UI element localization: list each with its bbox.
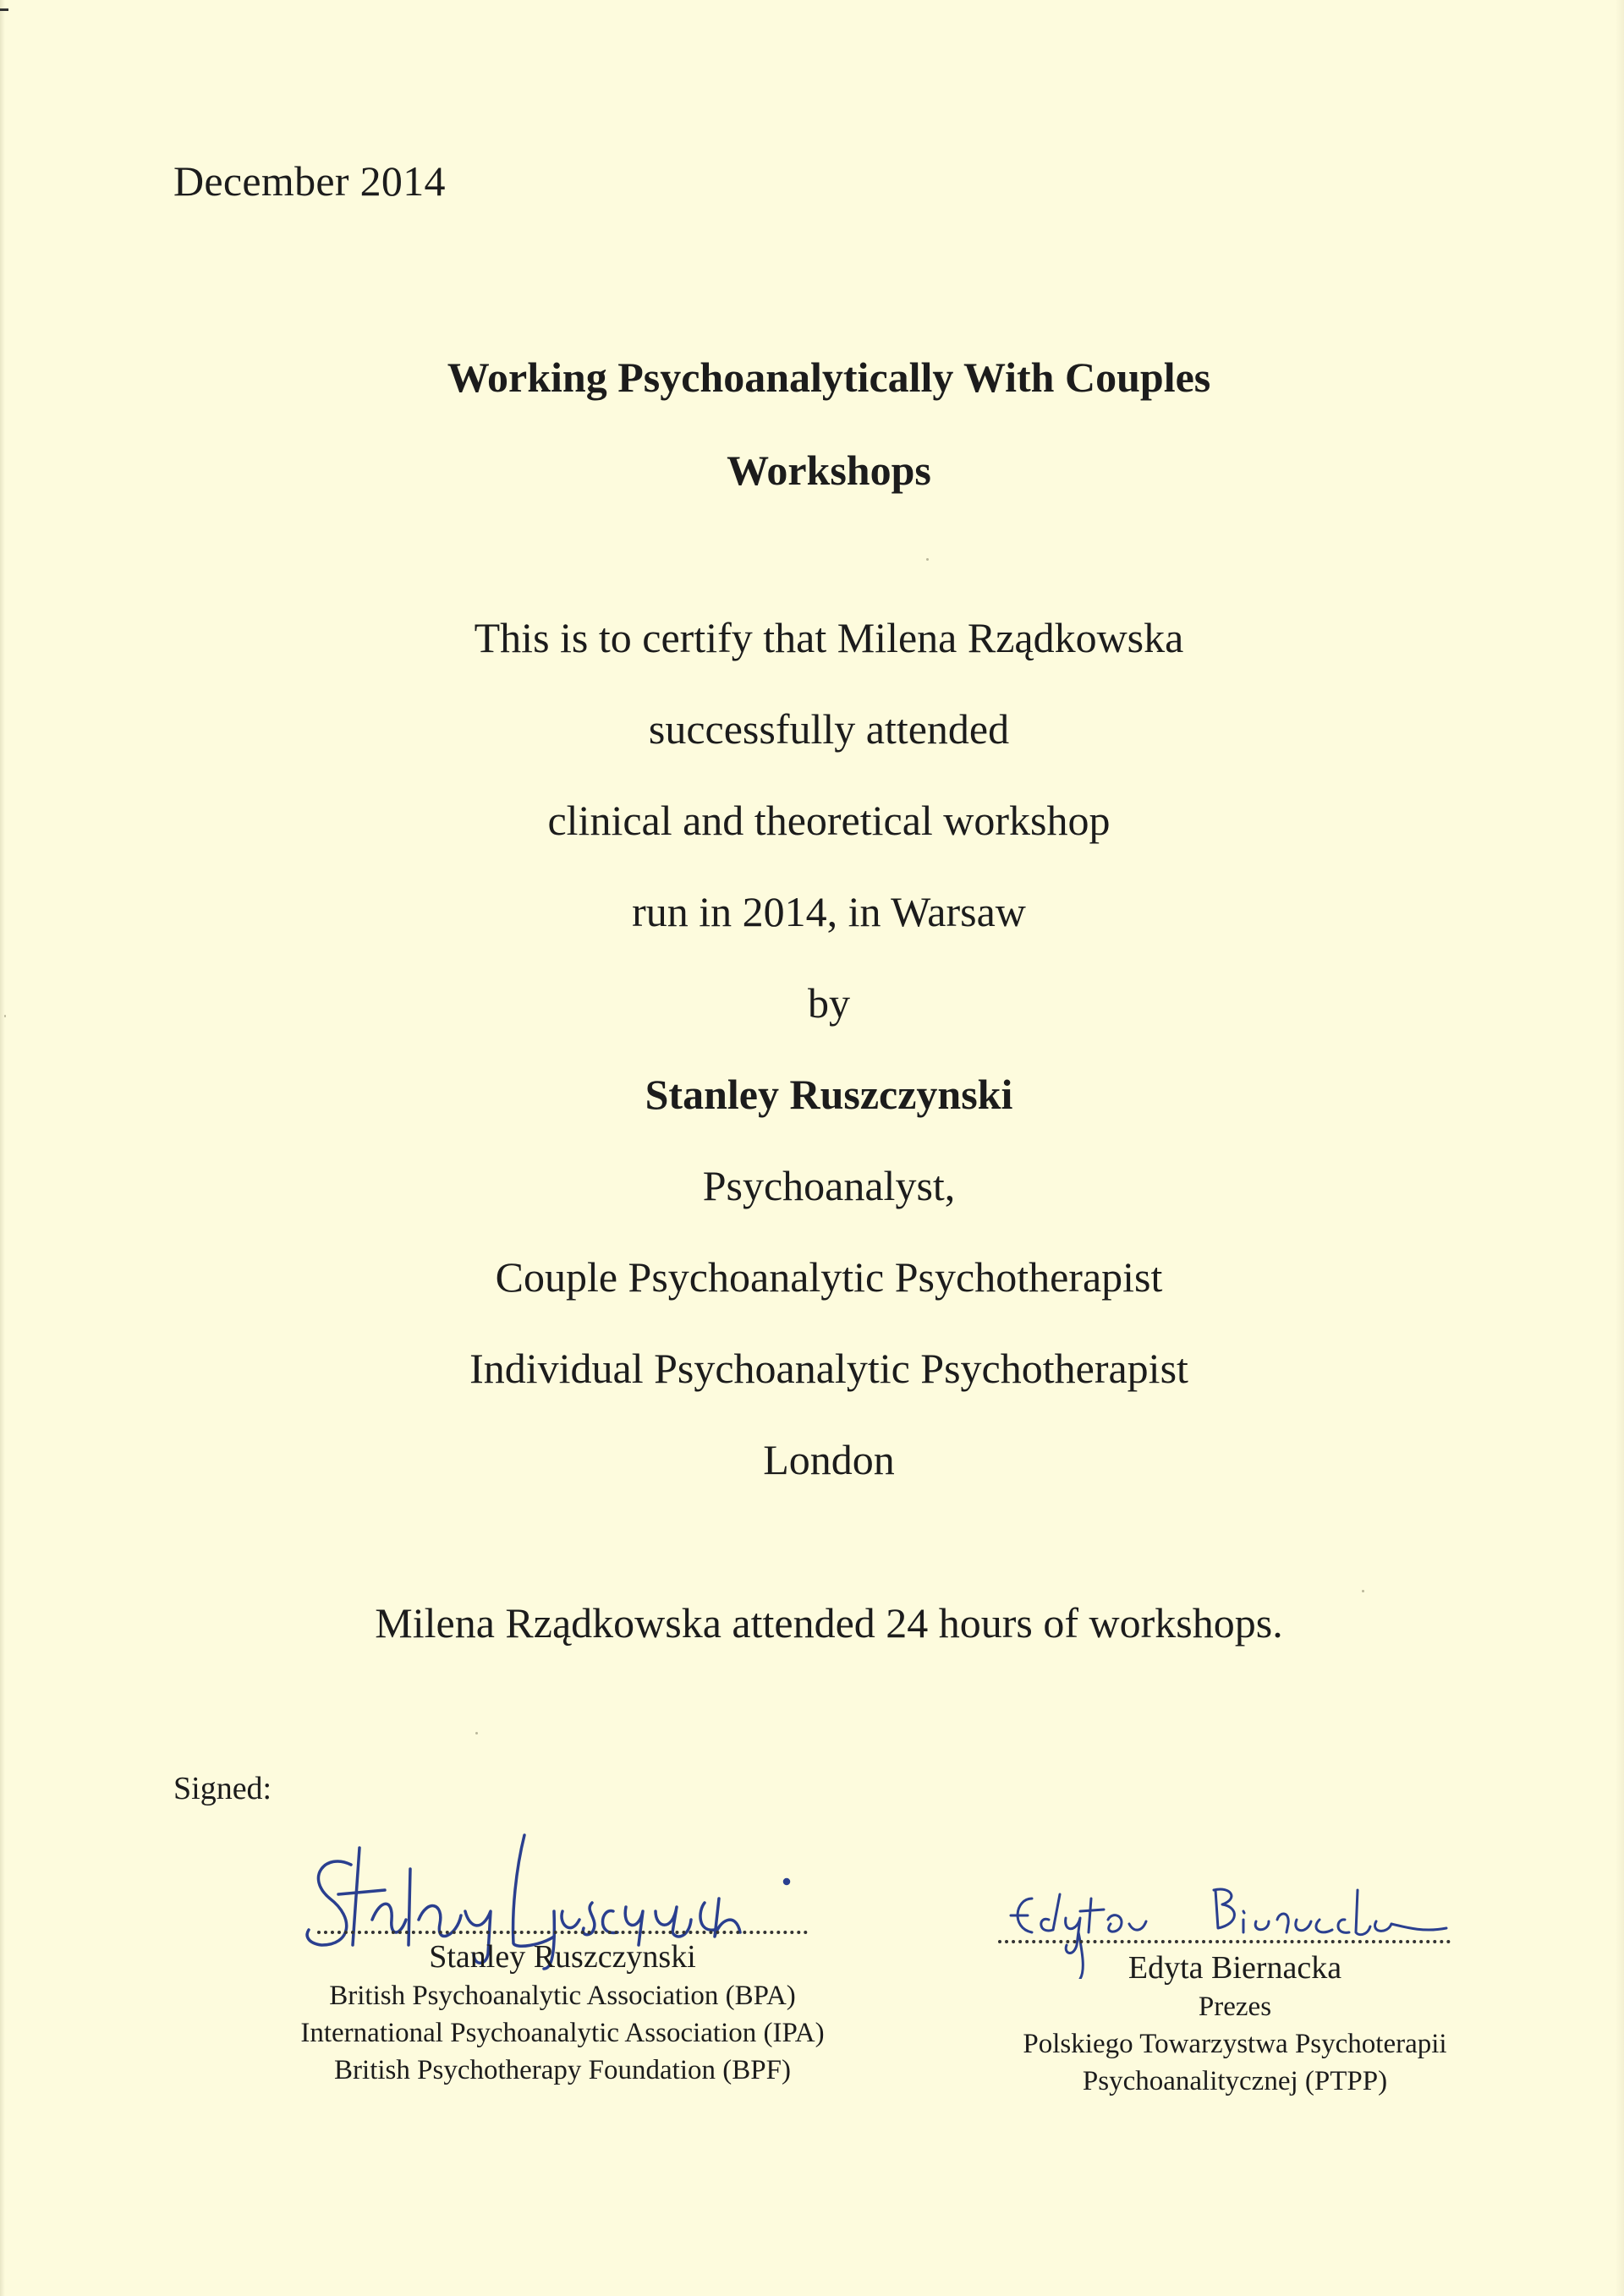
workshop-line: clinical and theoretical workshop (547, 797, 1111, 844)
certificate-subtitle: Workshops (727, 447, 931, 494)
signature-line-left (317, 1931, 808, 1934)
signature-line-right (998, 1940, 1451, 1943)
presenter-credential: Individual Psychoanalytic Psychotherapist (469, 1345, 1188, 1392)
by-line: by (808, 979, 850, 1027)
signatory-affiliation: British Psychoanalytic Association (BPA) (329, 1981, 796, 2011)
presenter-name: Stanley Ruszczynski (645, 1071, 1013, 1118)
certificate-title: Working Psychoanalytically With Couples (447, 353, 1211, 401)
presenter-credential: Psychoanalyst, (702, 1162, 956, 1209)
presenter-city: London (763, 1436, 895, 1483)
signatory-affiliation: International Psychoanalytic Association (IPA) (300, 2018, 825, 2048)
scan-edge-left (0, 0, 5, 2296)
paper-speck (1362, 1590, 1364, 1592)
attendance-statement: Milena Rządkowska attended 24 hours of workshops. (375, 1599, 1283, 1647)
signatory-title: Prezes (1198, 1992, 1272, 2022)
signatory-affiliation: British Psychotherapy Foundation (BPF) (334, 2055, 791, 2085)
location-line: run in 2014, in Warsaw (632, 888, 1026, 935)
paper-speck (4, 1015, 6, 1017)
scan-edge-right (1616, 0, 1624, 2296)
scan-mark (0, 8, 8, 11)
paper-speck (926, 558, 929, 561)
signatory-affiliation: Psychoanalitycznej (PTPP) (1082, 2066, 1388, 2096)
signatory-name: Stanley Ruszczynski (429, 1939, 696, 1975)
signatory-block-biernacka (964, 1948, 1506, 2100)
signatory-affiliation: Polskiego Towarzystwa Psychoterapii (1023, 2029, 1447, 2059)
presenter-credential: Couple Psychoanalytic Psychotherapist (495, 1253, 1163, 1301)
signatory-block-ruszczynski (241, 1937, 884, 2089)
certificate-date: December 2014 (173, 157, 446, 205)
attended-line: successfully attended (648, 705, 1010, 753)
certify-line: This is to certify that Milena Rządkowska (474, 614, 1184, 661)
paper-speck (475, 1732, 478, 1734)
signatory-name: Edyta Biernacka (1127, 1950, 1342, 1986)
signed-label: Signed: (173, 1771, 272, 1806)
